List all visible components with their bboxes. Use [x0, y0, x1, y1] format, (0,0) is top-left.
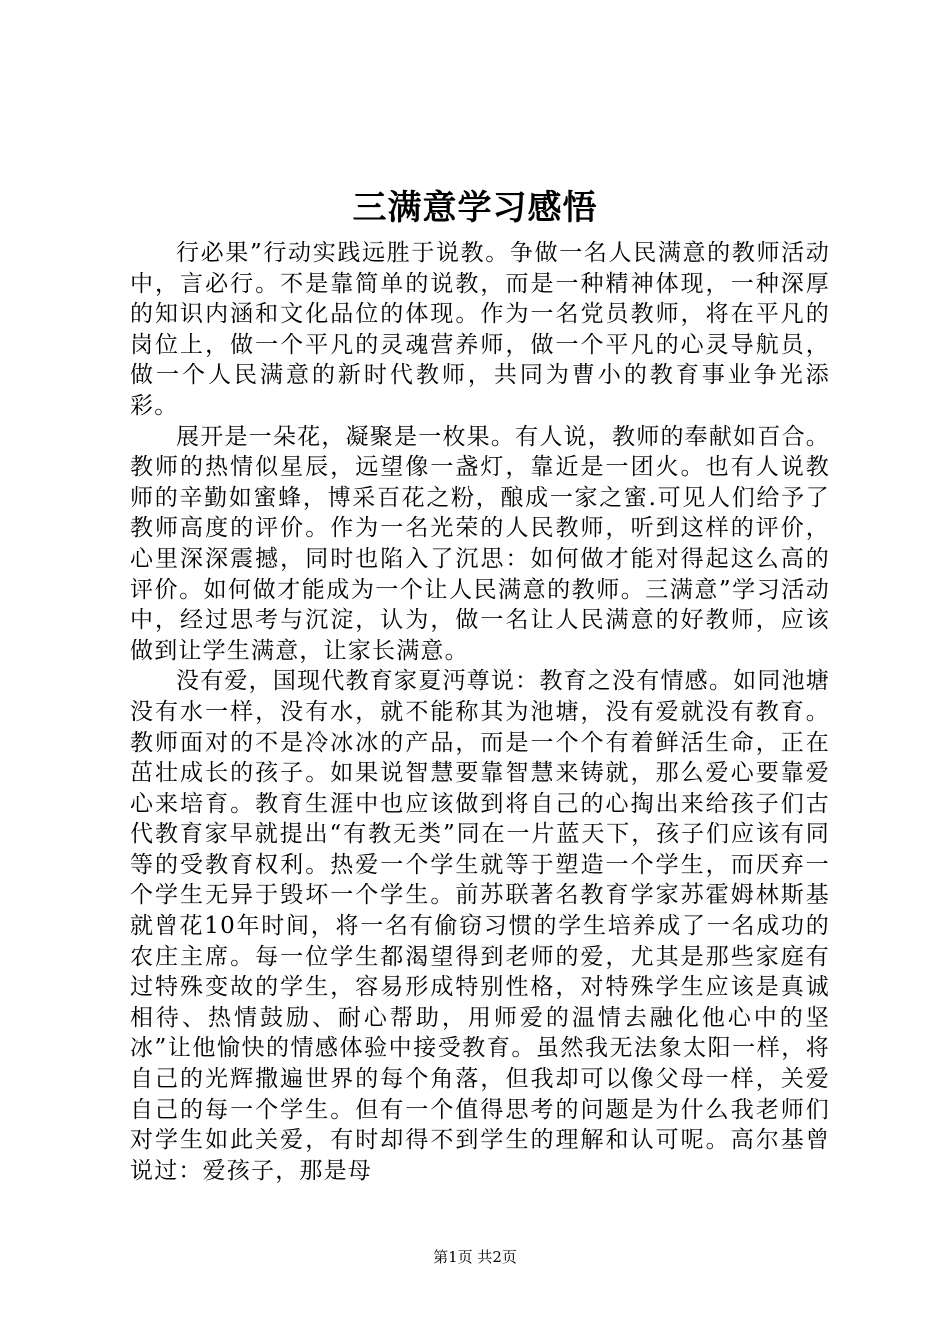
paragraph: 没有爱，国现代教育家夏沔尊说：教育之没有情感。如同池塘没有水一样，没有水，就不能称其为池塘，没有爱就没有教育。教师面对的不是冷冰冰的产品，而是一个个有着鲜活生命，正在茁壮成长的孩子。如果说智慧要靠智慧来铸就，那么爱心要靠爱心来培育。教育生涯中也应该做到将自己的心掏出来给孩子们古代教育家早就提出“有教无类”同在一片蓝天下，孩子们应该有同等的受教育权利。热爱一个学生就等于塑造一个学生，而厌弃一个学生无异于毁坏一个学生。前苏联著名教育学家苏霍姆林斯基就曾花10年时间，将一名有偷窃习惯的学生培养成了一名成功的农庄主席。每一位学生都渴望得到老师的爱，尤其是那些家庭有过特殊变故的学生，容易形成特别性格，对特殊学生应该是真诚相待、热情鼓励、耐心帮助，用师爱的温情去融化他心中的坚冰”让他愉快的情感体验中接受教育。虽然我无法象太阳一样，将自己的光辉撒遍世界的每个角落，但我却可以像父母一样，关爱自己的每一个学生。但有一个值得思考的问题是为什么我老师们对学生如此关爱，有时却得不到学生的理解和认可呢。高尔基曾说过：爱孩子，那是母 [130, 668, 830, 1184]
page-title: 三满意学习感悟 [352, 188, 598, 228]
page-footer: 第1页 共2页 [433, 1248, 517, 1266]
paragraph: 展开是一朵花，凝聚是一枚果。有人说，教师的奉献如百合。教师的热情似星辰，远望像一盏灯，靠近是一团火。也有人说教师的辛勤如蜜蜂，博采百花之粉，酿成一家之蜜.可见人们给予了教师高度的评价。作为一名光荣的人民教师，听到这样的评价，心里深深震撼，同时也陷入了沉思：如何做才能对得起这么高的评价。如何做才能成为一个让人民满意的教师。三满意”学习活动中，经过思考与沉淀，认为，做一名让人民满意的好教师，应该做到让学生满意，让家长满意。 [130, 423, 830, 664]
document-body [130, 238, 830, 1186]
paragraph: 行必果”行动实践远胜于说教。争做一名人民满意的教师活动中，言必行。不是靠简单的说教，而是一种精神体现，一种深厚的知识内涵和文化品位的体现。作为一名党员教师，将在平凡的岗位上，做一个平凡的灵魂营养师，做一个平凡的心灵导航员，做一个人民满意的新时代教师，共同为曹小的教育事业争光添彩。 [130, 240, 830, 419]
